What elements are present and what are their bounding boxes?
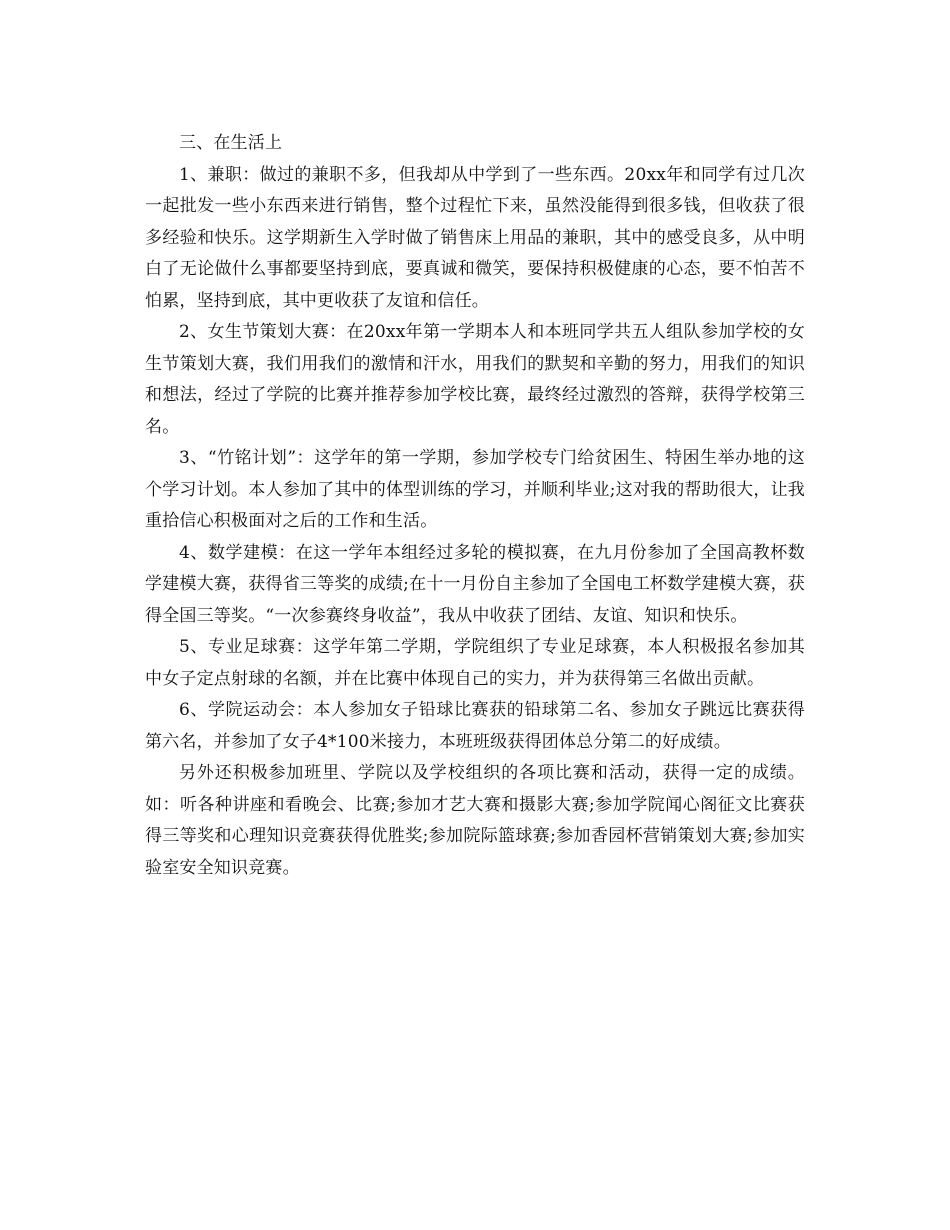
paragraph-other-activities: 另外还积极参加班里、学院以及学校组织的各项比赛和活动，获得一定的成绩。如：听各种讲座和看晚会、比赛;参加才艺大赛和摄影大赛;参加学院闻心阁征文比赛获得三等奖和心理知识竞赛获得优胜奖;参加院际篮球赛;参加香园杯营销策划大赛;参加实验室安全知识竞赛。 [145, 763, 805, 878]
paragraph-part-time-job: 1、兼职：做过的兼职不多，但我却从中学到了一些东西。20xx年和同学有过几次一起批发一些小东西来进行销售，整个过程忙下来，虽然没能得到很多钱，但收获了很多经验和快乐。这学期新生入学时做了销售床上用品的兼职，其中的感受良多，从中明白了无论做什么事都要坚持到底，要真诚和微笑，要保持积极健康的心态，要不怕苦不怕累，坚持到底，其中更收获了友谊和信任。 [145, 164, 805, 311]
document-body [145, 128, 805, 884]
paragraph-math-modeling: 4、数学建模：在这一学年本组经过多轮的模拟赛，在九月份参加了全国高教杯数学建模大赛，获得省三等奖的成绩;在十一月份自主参加了全国电工杯数学建模大赛，获得全国三等奖。“一次参赛终身收益”，我从中收获了团结、友谊、知识和快乐。 [145, 542, 805, 626]
paragraph-football-match: 5、专业足球赛：这学年第二学期，学院组织了专业足球赛，本人积极报名参加其中女子定点射球的名额，并在比赛中体现自己的实力，并为获得第三名做出贡献。 [145, 637, 805, 689]
paragraph-womens-day-contest: 2、女生节策划大赛：在20xx年第一学期本人和本班同学共五人组队参加学校的女生节策划大赛，我们用我们的激情和汗水，用我们的默契和辛勤的努力，用我们的知识和想法，经过了学院的比赛并推荐参加学校比赛，最终经过激烈的答辩，获得学校第三名。 [145, 322, 805, 437]
paragraph-zhuming-plan: 3、“竹铭计划”：这学年的第一学期，参加学校专门给贫困生、特困生举办地的这个学习计划。本人参加了其中的体型训练的学习，并顺利毕业;这对我的帮助很大，让我重拾信心积极面对之后的工作和生活。 [145, 448, 805, 531]
section-heading: 三、在生活上 [179, 133, 283, 153]
paragraph-sports-meeting: 6、学院运动会：本人参加女子铅球比赛获的铅球第二名、参加女子跳远比赛获得第六名，并参加了女子4*100米接力，本班班级获得团体总分第二的好成绩。 [145, 700, 805, 752]
